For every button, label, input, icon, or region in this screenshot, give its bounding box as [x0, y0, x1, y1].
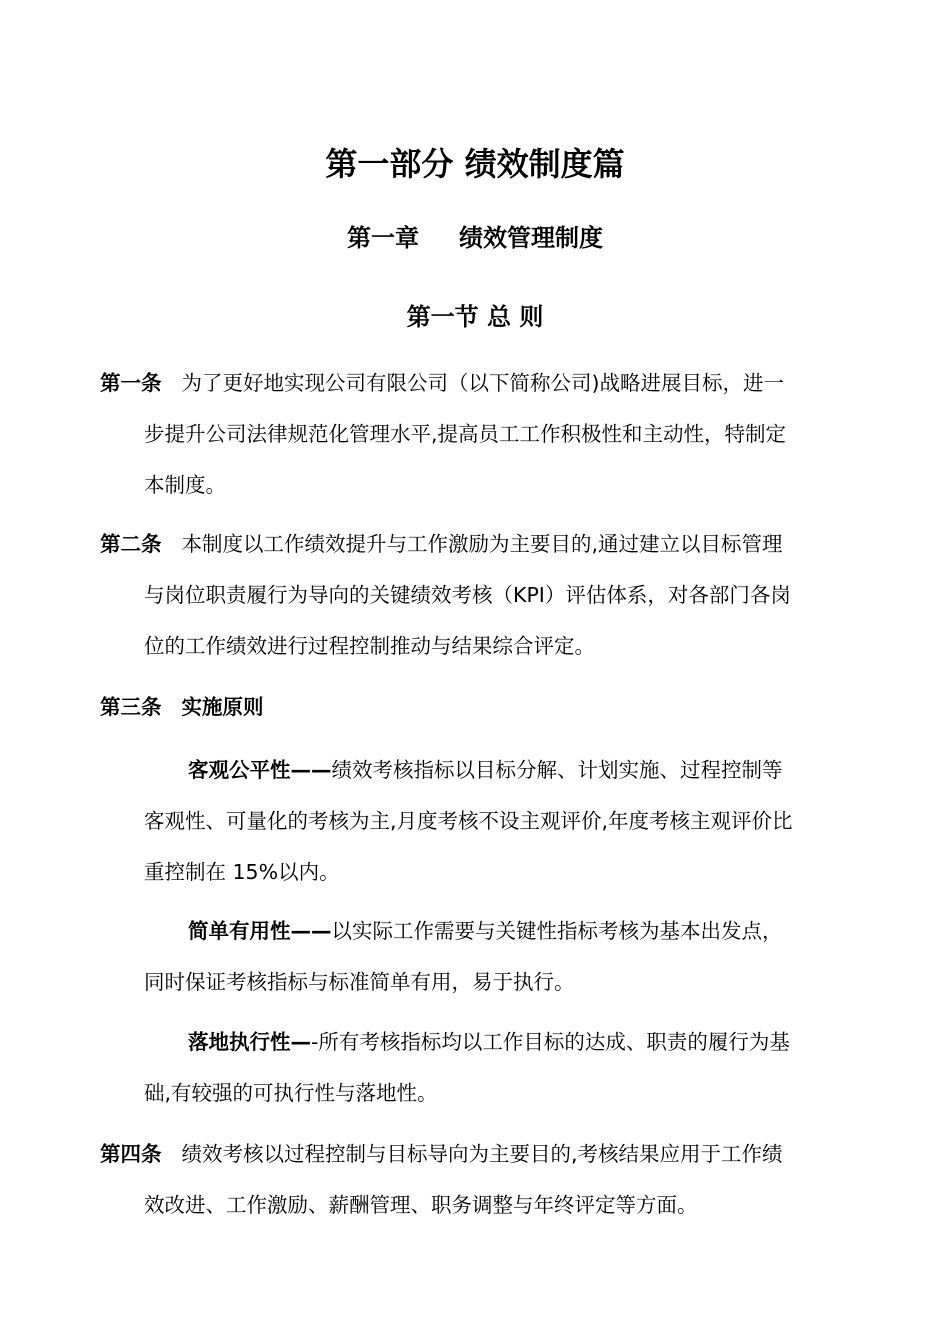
- article-1-line-3: 本制度。: [144, 473, 226, 497]
- principle-1-line-2: 客观性、可量化的考核为主,月度考核不设主观评价,年度考核主观评价比: [144, 809, 793, 833]
- principle-2-term: 简单有用性——: [188, 919, 332, 943]
- principle-simple-usefulness: [100, 906, 850, 1008]
- principle-1-line-1: 绩效考核指标以目标分解、计划实施、过程控制等: [331, 758, 783, 782]
- article-1-line-2: 步提升公司法律规范化管理水平,提高员工工作积极性和主动性，特制定: [144, 422, 787, 446]
- article-2-line-3: 位的工作绩效进行过程控制推动与结果综合评定。: [144, 634, 595, 658]
- article-2-line-2: 与岗位职责履行为导向的关键绩效考核（KPI）评估体系，对各部门各岗: [144, 583, 791, 607]
- article-4: [100, 1129, 850, 1231]
- article-2-line-1: 本制度以工作绩效提升与工作激励为主要目的,通过建立以目标管理: [181, 532, 783, 556]
- principle-1-term: 客观公平性——: [188, 758, 332, 782]
- principle-2-line-1: 以实际工作需要与关键性指标考核为基本出发点，: [331, 919, 783, 943]
- article-4-line-2: 效改进、工作激励、薪酬管理、职务调整与年终评定等方面。: [144, 1193, 698, 1217]
- article-3-label: 第三条: [100, 695, 162, 719]
- principle-2-line-2: 同时保证考核指标与标准简单有用，易于执行。: [144, 970, 575, 994]
- principle-practical-execution: [100, 1017, 850, 1119]
- article-2: [100, 519, 850, 672]
- principle-objective-fairness: [100, 745, 850, 898]
- article-3: [100, 682, 850, 733]
- article-1: [100, 358, 850, 511]
- article-3-heading: 实施原则: [181, 695, 264, 719]
- chapter-title: [0, 220, 950, 256]
- part-title: 第一部分 绩效制度篇: [325, 145, 625, 183]
- article-1-label: 第一条: [100, 371, 162, 395]
- principle-3-line-2: 础,有较强的可执行性与落地性。: [144, 1081, 438, 1105]
- chapter-number: 第一章: [347, 224, 419, 252]
- principle-3-line-1: -所有考核指标均以工作目标的达成、职责的履行为基: [311, 1030, 790, 1054]
- article-4-label: 第四条: [100, 1142, 162, 1166]
- article-2-label: 第二条: [100, 532, 162, 556]
- chapter-name: 绩效管理制度: [459, 224, 603, 252]
- article-1-line-1: 为了更好地实现公司有限公司（以下简称公司)战略进展目标，进一: [181, 371, 784, 395]
- section-title: 第一节 总 则: [406, 303, 544, 331]
- principle-3-term: 落地执行性—: [188, 1030, 311, 1054]
- article-4-line-1: 绩效考核以过程控制与目标导向为主要目的,考核结果应用于工作绩: [181, 1142, 783, 1166]
- principle-1-line-3: 重控制在 15%以内。: [144, 860, 340, 884]
